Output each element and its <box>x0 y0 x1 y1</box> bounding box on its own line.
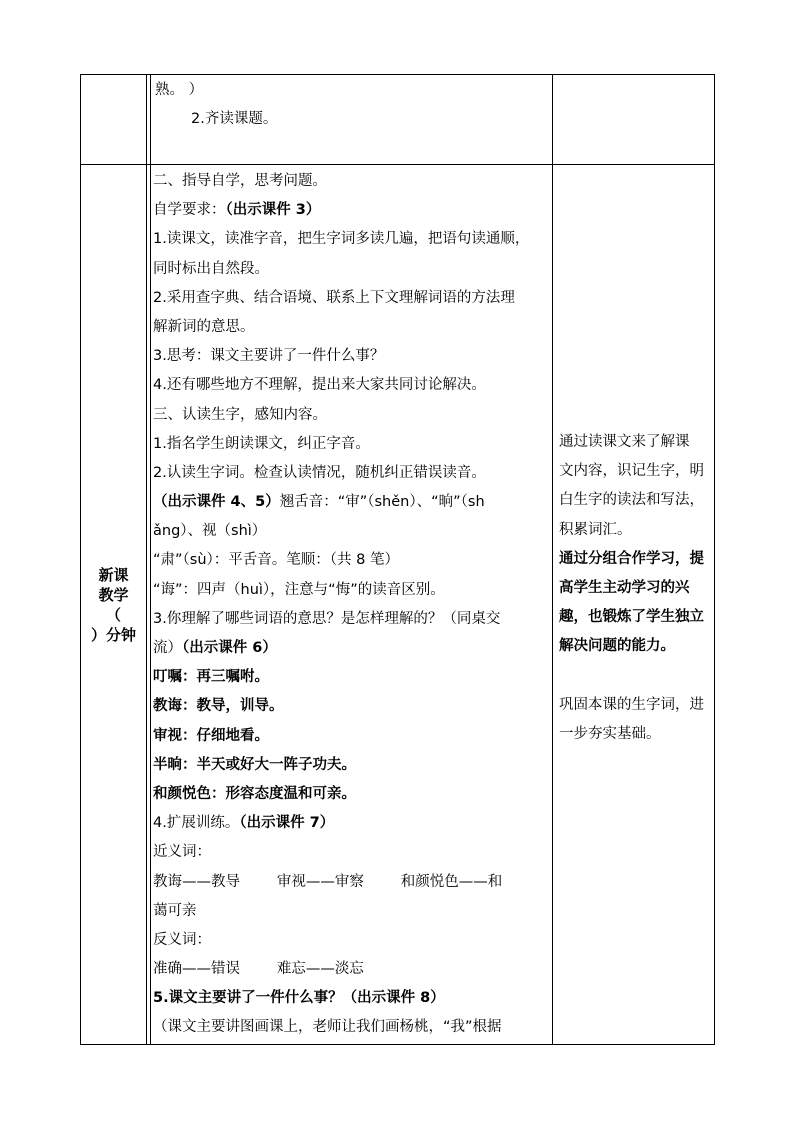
table-row-new-lesson <box>81 165 715 1045</box>
text-fragment: 自学要求： <box>153 202 226 219</box>
courseware-ref: （出示课件 7） <box>239 815 335 832</box>
section-label-line: 教学 <box>98 585 129 604</box>
section-label-cell-empty <box>81 75 147 165</box>
note-line: 巩固本课的生字词，进 <box>559 696 704 713</box>
courseware-ref: （出示课件 6） <box>182 640 277 656</box>
text-line: 4.还有哪些地方不理解，提出来大家共同讨论解决。 <box>153 377 486 394</box>
section-label <box>91 565 136 645</box>
note-line-bold: 通过分组合作学习，提 <box>559 550 704 567</box>
vocab-definition: 叮嘱：再三嘱咐。 <box>153 669 269 686</box>
text-line: 3.思考：课文主要讲了一件什么事？ <box>153 348 385 365</box>
synonyms-line: 蔼可亲 <box>153 902 197 919</box>
text-line <box>153 809 552 838</box>
notes-cell-empty <box>553 75 715 165</box>
text-line: （课文主要讲图画课上，老师让我们画杨桃，“我”根据 <box>153 1019 502 1036</box>
vocab-definition: 教诲：教导，训导。 <box>153 698 284 715</box>
synonyms-heading: 近义词： <box>153 844 211 861</box>
content-cell-intro <box>147 75 553 165</box>
text-line: ǎng）、视（shì） <box>153 523 267 540</box>
text-fragment: 流） <box>153 640 182 656</box>
text-line <box>153 634 552 663</box>
section-label-line: （ <box>105 605 121 624</box>
text-line: 3.你理解了哪些词语的意思？是怎样理解的？（同桌交 <box>153 610 501 627</box>
text-line: 2.齐读课题。 <box>191 111 278 128</box>
text-line: “肃”（sù）：平舌音。笔顺：（共 8 笔） <box>153 552 399 569</box>
notes-cell <box>553 165 715 1045</box>
vocab-definition: 半晌：半天或好大一阵子功夫。 <box>153 756 356 773</box>
heading-step-3: 三、认读生字，感知内容。 <box>153 406 327 423</box>
heading-step-2: 二、指导自学，思考问题。 <box>153 173 327 189</box>
text-fragment: 4.扩展训练。 <box>153 815 240 832</box>
lesson-plan-table <box>80 74 715 1045</box>
vocab-definition: 和颜悦色：形容态度温和可亲。 <box>153 785 356 802</box>
note-line: 文内容，识记生字，明 <box>559 463 704 480</box>
text-line: 2.认读生字词。检查认读情况，随机纠正错误读音。 <box>153 464 486 481</box>
courseware-ref: （出示课件 3） <box>225 202 321 219</box>
section-label-cell <box>81 165 147 1045</box>
table-row-intro <box>81 75 715 165</box>
text-line: 1.指名学生朗读课文，纠正字音。 <box>153 435 370 452</box>
content-cell-main <box>147 165 553 1045</box>
courseware-ref: （出示课件 4、5） <box>153 494 280 511</box>
text-fragment: 翘舌音：“审”（shěn）、“晌”（sh <box>279 494 485 511</box>
text-line: 同时标出自然段。 <box>153 260 269 277</box>
antonyms-heading: 反义词： <box>153 931 211 948</box>
text-line: “诲”：四声（huì），注意与“悔”的读音区别。 <box>153 581 445 598</box>
text-line: 2.采用查字典、结合语境、联系上下文理解词语的方法理 <box>153 289 515 306</box>
note-line: 白生字的读法和写法， <box>559 492 704 509</box>
note-line: 一步夯实基础。 <box>559 725 661 742</box>
vocab-definition: 审视：仔细地看。 <box>153 727 269 744</box>
note-line-bold: 趣，也锻炼了学生独立 <box>559 609 704 626</box>
text-line <box>153 488 552 517</box>
section-label-line: ）分钟 <box>90 625 136 644</box>
text-line: 解新词的意思。 <box>153 318 255 335</box>
synonyms-line: 教诲——教导 审视——审察 和颜悦色——和 <box>153 873 503 890</box>
question-line: 5.课文主要讲了一件什么事？（出示课件 8） <box>153 990 445 1007</box>
note-line-bold: 解决问题的能力。 <box>559 638 675 655</box>
section-label-line: 新课 <box>98 565 129 584</box>
note-line-bold: 高学生主动学习的兴 <box>559 579 690 596</box>
text-line: 1.读课文，读准字音，把生字词多读几遍，把语句读通顺， <box>153 231 530 248</box>
note-line: 积累词汇。 <box>559 521 632 538</box>
text-line: 熟。 ） <box>155 82 204 98</box>
spacer <box>559 662 714 691</box>
note-line: 通过读课文来了解课 <box>559 434 690 450</box>
self-study-requirements <box>153 196 552 225</box>
antonyms-line: 准确——错误 难忘——淡忘 <box>153 961 364 978</box>
